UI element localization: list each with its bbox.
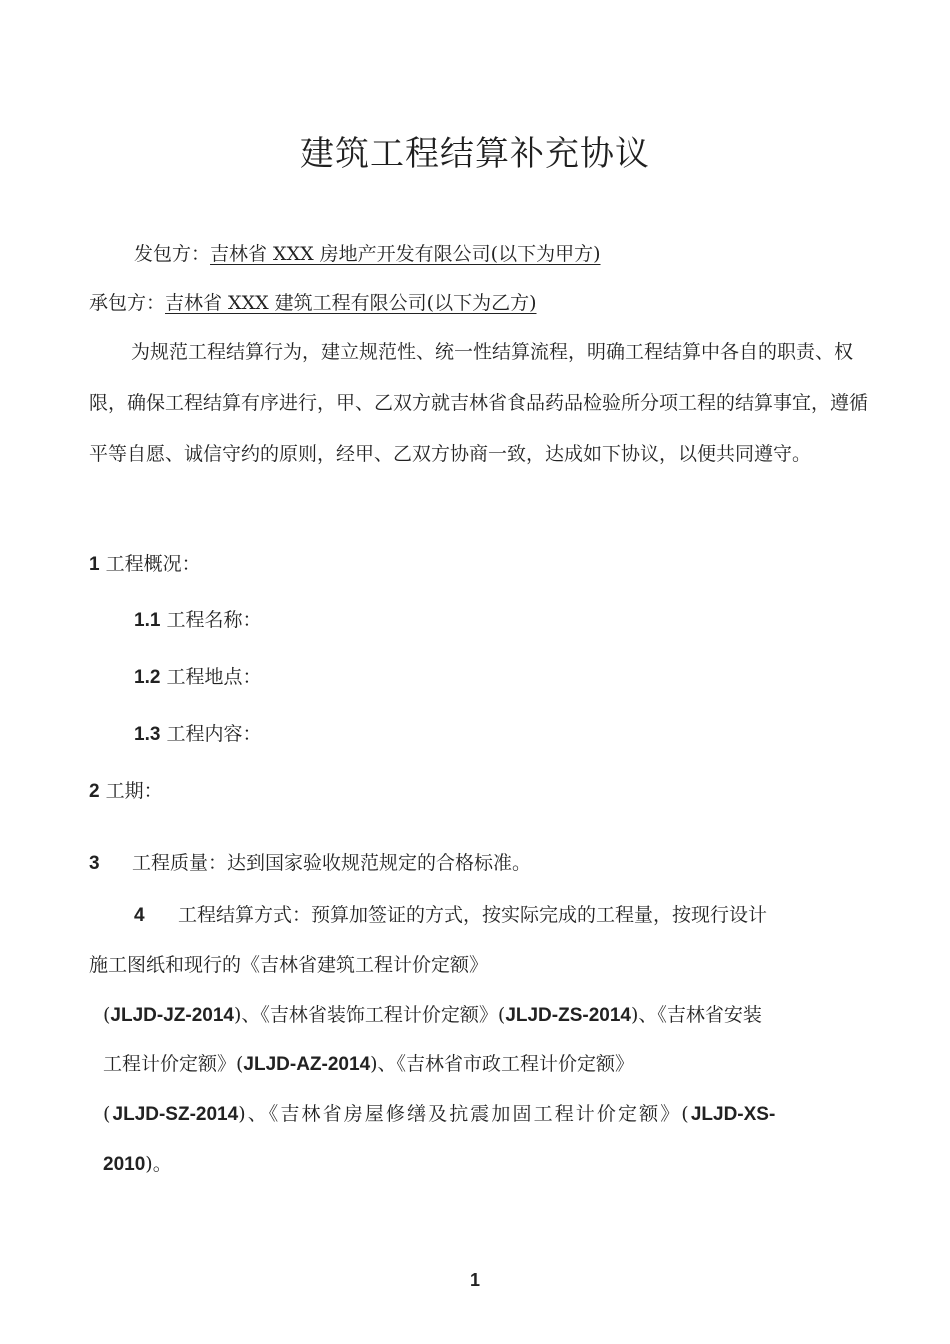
contractor-value: 吉林省 XXX 建筑工程有限公司(以下为乙方) bbox=[165, 292, 537, 314]
code-jz: JLJD-JZ-2014 bbox=[110, 1005, 234, 1026]
contractor-line bbox=[89, 290, 537, 316]
section-1-3-text: 工程内容： bbox=[166, 723, 262, 745]
section-4-line-5 bbox=[103, 1101, 775, 1128]
section-1-3 bbox=[134, 721, 261, 748]
line-3-end: )、《吉林省安装 bbox=[630, 1004, 762, 1026]
code-xs-part: JLJD-XS- bbox=[690, 1104, 776, 1125]
section-3-number: 3 bbox=[89, 853, 100, 874]
section-4-line-3 bbox=[103, 1002, 873, 1029]
section-4-line-1 bbox=[134, 902, 767, 929]
line-5-middle: )、《吉林省房屋修缮及抗震加固工程计价定额》( bbox=[238, 1103, 691, 1125]
line-3-middle: )、《吉林省装饰工程计价定额》( bbox=[233, 1004, 506, 1026]
code-zs: JLJD-ZS-2014 bbox=[505, 1005, 631, 1026]
code-az: JLJD-AZ-2014 bbox=[243, 1054, 371, 1075]
intro-paragraph bbox=[89, 327, 873, 480]
contractor-label: 承包方： bbox=[89, 292, 166, 314]
section-4-line-4 bbox=[103, 1051, 634, 1078]
section-4-line-6 bbox=[103, 1151, 172, 1178]
section-1-number: 1 bbox=[89, 554, 100, 575]
line-6-end: )。 bbox=[145, 1153, 172, 1175]
section-2-heading bbox=[89, 778, 163, 805]
section-3 bbox=[89, 850, 531, 877]
document-title: 建筑工程结算补充协议 bbox=[300, 134, 650, 174]
section-4-line-2: 施工图纸和现行的《吉林省建筑工程计价定额》 bbox=[89, 954, 489, 976]
code-xs-year: 2010 bbox=[103, 1154, 146, 1175]
employer-label: 发包方： bbox=[134, 243, 211, 265]
paren-open-2: ( bbox=[103, 1103, 113, 1125]
paren-open: ( bbox=[103, 1004, 111, 1026]
section-2-number: 2 bbox=[89, 781, 100, 802]
section-1-2-number: 1.2 bbox=[134, 667, 161, 688]
section-1-1-number: 1.1 bbox=[134, 610, 161, 631]
line-4-end: )、《吉林省市政工程计价定额》 bbox=[370, 1053, 635, 1075]
page-number: 1 bbox=[469, 1270, 480, 1290]
employer-value: 吉林省 XXX 房地产开发有限公司(以下为甲方) bbox=[210, 243, 601, 265]
section-1-1-text: 工程名称： bbox=[166, 609, 262, 631]
section-1-text: 工程概况： bbox=[105, 553, 201, 575]
section-4-line-1-text: 工程结算方式：预算加签证的方式，按实际完成的工程量，按现行设计 bbox=[178, 904, 768, 926]
section-4-number: 4 bbox=[134, 905, 145, 926]
code-sz: JLJD-SZ-2014 bbox=[112, 1104, 239, 1125]
line-4-start: 工程计价定额》( bbox=[103, 1053, 244, 1075]
intro-text: 为规范工程结算行为，建立规范性、统一性结算流程，明确工程结算中各自的职责、权限，确保工程结算有序进行，甲、乙双方就吉林省食品药品检验所分项工程的结算事宜，遵循平等自愿、诚信守约的原则，经甲、乙双方协商一致，达成如下协议，以便共同遵守。 bbox=[89, 341, 869, 465]
section-1-2 bbox=[134, 664, 261, 691]
employer-line bbox=[134, 241, 601, 267]
section-1-1 bbox=[134, 607, 261, 634]
section-1-2-text: 工程地点： bbox=[166, 666, 262, 688]
section-1-3-number: 1.3 bbox=[134, 724, 161, 745]
section-2-text: 工期： bbox=[105, 780, 163, 802]
section-3-text: 工程质量：达到国家验收规范规定的合格标准。 bbox=[132, 852, 532, 874]
section-1-heading bbox=[89, 551, 201, 578]
